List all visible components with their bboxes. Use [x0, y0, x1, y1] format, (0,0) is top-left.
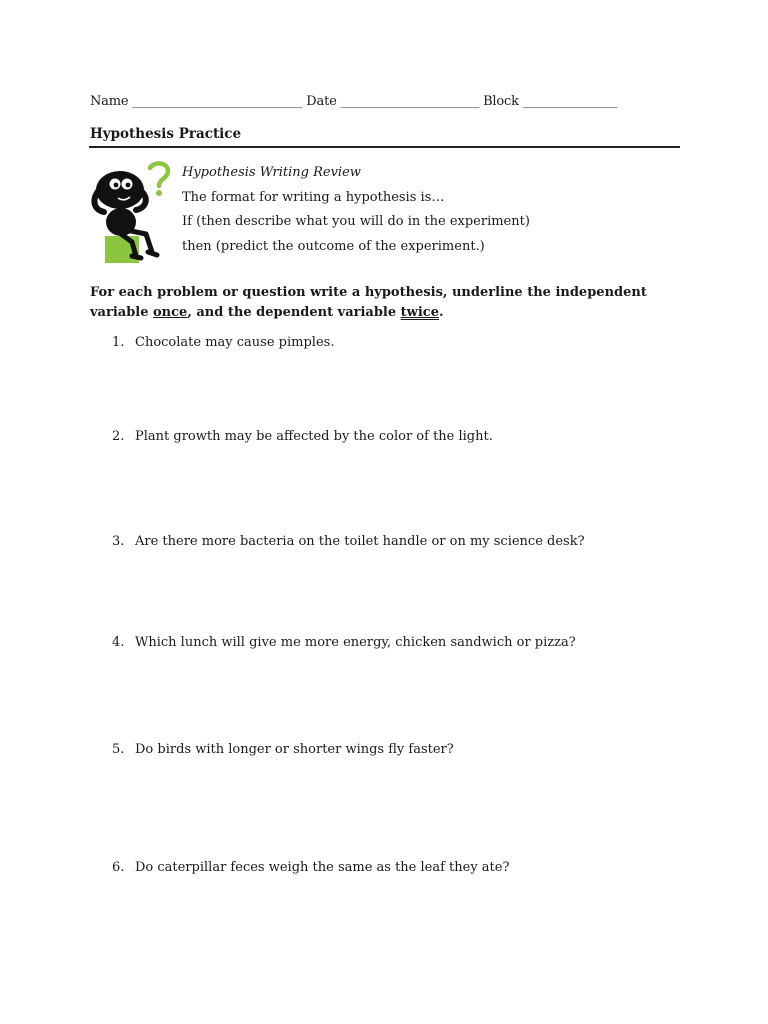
page-title: Hypothesis Practice	[90, 126, 242, 142]
question-number: 4.	[112, 635, 125, 650]
question-number: 5.	[112, 742, 125, 757]
review-line: If (then describe what you will do in the experiment)	[182, 214, 530, 229]
question-text: Which lunch will give me more energy, chicken sandwich or pizza?	[135, 635, 576, 650]
question-item	[112, 534, 585, 549]
question-text: Do caterpillar feces weigh the same as the leaf they ate?	[135, 860, 510, 875]
review-heading: Hypothesis Writing Review	[182, 165, 361, 180]
question-number: 1.	[112, 335, 125, 350]
question-text: Chocolate may cause pimples.	[135, 335, 335, 350]
question-item	[112, 429, 493, 444]
question-number: 2.	[112, 429, 125, 444]
question-text: Do birds with longer or shorter wings fly faster?	[135, 742, 454, 757]
review-line: then (predict the outcome of the experiment.)	[182, 238, 485, 254]
review-line: The format for writing a hypothesis is…	[182, 189, 445, 205]
question-number: 6.	[112, 860, 125, 875]
title-divider	[89, 146, 680, 148]
name-date-block-line: Name ___________________________ Date ______________________ Block _______________	[90, 94, 618, 109]
question-text: Are there more bacteria on the toilet handle or on my science desk?	[135, 534, 585, 549]
question-text: Plant growth may be affected by the color of the light.	[135, 429, 493, 444]
instructions	[90, 283, 680, 323]
question-item	[112, 860, 509, 875]
instructions-text: , and the dependent variable	[187, 305, 401, 320]
question-item	[112, 635, 576, 650]
thinking-figure-icon	[86, 160, 176, 266]
question-item	[112, 742, 454, 757]
instructions-text: .	[438, 305, 444, 320]
question-number: 3.	[112, 534, 125, 549]
twice-underlined: twice	[400, 305, 439, 320]
instructions-text: For each problem or question write a hypothesis, underline the independent variable	[90, 285, 647, 320]
question-item	[112, 335, 334, 350]
hypothesis-review-box	[182, 161, 530, 259]
once-underlined: once	[153, 305, 188, 320]
